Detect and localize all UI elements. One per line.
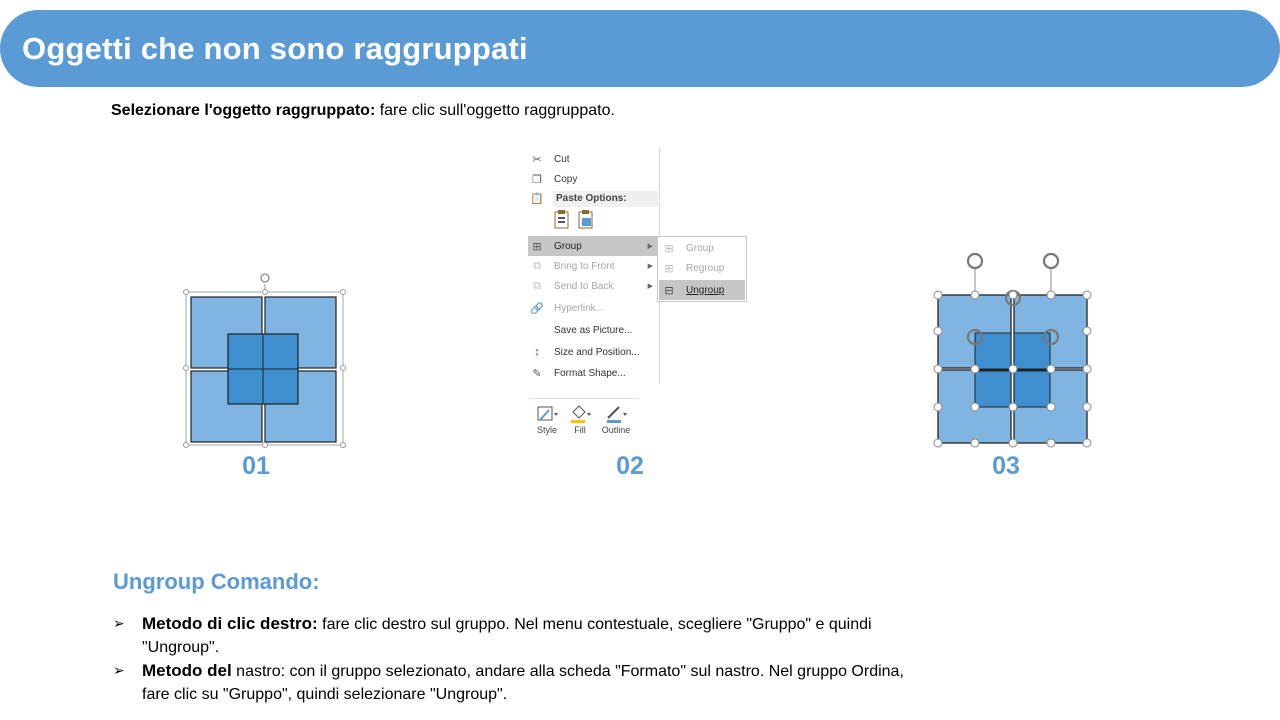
arrow-bullet-icon: ➢ <box>113 662 125 678</box>
style-button[interactable]: Style <box>529 403 565 435</box>
style-icon <box>529 403 565 425</box>
menu-item-size-and-position[interactable]: ↕ Size and Position... <box>528 342 658 362</box>
mini-toolbar <box>529 398 639 445</box>
menu-item-cut[interactable]: ✂ Cut <box>528 149 658 169</box>
menu-item-group[interactable]: ⊞ Group ▶ <box>528 236 658 256</box>
figure-label-01: 01 <box>242 452 270 480</box>
section-heading: Ungroup Comando: <box>113 569 320 594</box>
menu-item-save-as-picture[interactable]: Save as Picture... <box>554 324 633 336</box>
paste-picture-icon[interactable] <box>577 210 595 230</box>
menu-item-send-to-back[interactable]: ⧉ Send to Back ▶ <box>528 276 658 296</box>
slide-title: Oggetti che non sono raggruppati <box>22 30 528 66</box>
rotate-handle-icon <box>1044 254 1058 268</box>
rotate-handle-icon <box>261 274 269 282</box>
title-bar <box>0 10 1280 87</box>
context-menu <box>528 148 660 384</box>
send-to-back-icon: ⧉ <box>533 279 541 292</box>
intro-text <box>111 102 615 120</box>
submenu-arrow-icon: ▶ <box>647 283 653 290</box>
outline-pen-icon <box>598 403 634 425</box>
copy-icon: ❐ <box>532 173 542 186</box>
figure-label-02: 02 <box>616 452 644 480</box>
paste-options-header: Paste Options: <box>553 191 658 207</box>
paste-keep-format-icon[interactable] <box>553 210 571 230</box>
figure-grouped-object[interactable] <box>180 270 350 450</box>
arrow-bullet-icon: ➢ <box>113 615 125 631</box>
group-submenu <box>657 236 747 302</box>
group-icon: ⊞ <box>664 242 674 255</box>
menu-item-copy[interactable]: ❐ Copy <box>528 169 658 189</box>
outline-button[interactable]: Outline <box>598 403 634 435</box>
regroup-icon: ⊞ <box>664 262 674 275</box>
ungroup-icon: ⊟ <box>664 284 674 297</box>
format-shape-icon: ✎ <box>532 367 542 380</box>
submenu-item-group[interactable]: ⊞ Group <box>659 238 745 258</box>
list-item: ➢ Metodo del nastro: con il gruppo selezionato, andare alla scheda "Formato" sul nastro. Nel gruppo Ordina, fare clic su "Gruppo", quindi selezionare "Ungroup". <box>113 661 904 703</box>
intro-rest: fare clic sull'oggetto raggruppato. <box>375 102 615 119</box>
submenu-arrow-icon: ▶ <box>647 263 653 270</box>
intro-bold: Selezionare l'oggetto raggruppato: <box>111 102 376 119</box>
instruction-list <box>113 612 983 706</box>
rotate-handle-icon <box>968 254 982 268</box>
fill-button[interactable]: Fill <box>562 403 598 435</box>
list-item: ➢ Metodo di clic destro: fare clic destro sul gruppo. Nel menu contestuale, scegliere "Gruppo" e quindi "Ungroup". <box>113 614 872 656</box>
group-icon: ⊞ <box>532 240 542 253</box>
scissors-icon: ✂ <box>532 153 542 166</box>
submenu-item-ungroup[interactable]: ⊟ Ungroup <box>659 280 745 300</box>
menu-item-bring-to-front[interactable]: ⧉ Bring to Front ▶ <box>528 256 658 276</box>
figure-ungrouped-objects[interactable] <box>925 245 1100 455</box>
bring-to-front-icon: ⧉ <box>533 259 541 272</box>
paste-option-buttons <box>553 210 613 232</box>
submenu-item-regroup[interactable]: ⊞ Regroup <box>659 258 745 278</box>
clipboard-icon: 📋 <box>530 193 544 205</box>
size-position-icon: ↕ <box>534 346 540 358</box>
submenu-arrow-icon: ▶ <box>647 243 653 250</box>
menu-item-hyperlink[interactable]: 🔗 Hyperlink... <box>530 302 605 315</box>
menu-item-format-shape[interactable]: ✎ Format Shape... <box>528 363 658 383</box>
fill-bucket-icon <box>562 403 598 425</box>
hyperlink-icon: 🔗 <box>530 302 544 315</box>
figure-label-03: 03 <box>992 452 1020 480</box>
